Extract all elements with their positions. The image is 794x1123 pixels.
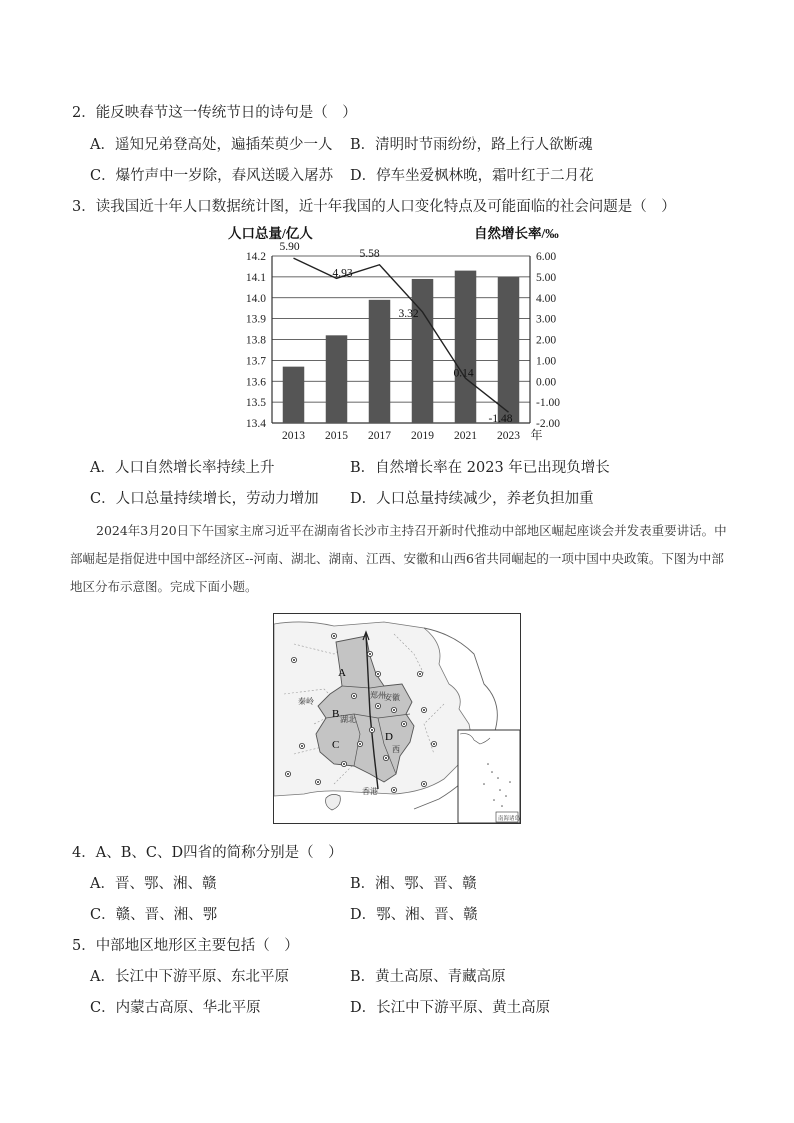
chart-left-tick-label: 13.8	[245, 334, 266, 347]
map-city-dot	[317, 781, 319, 783]
chart-left-tick-label: 13.9	[245, 313, 266, 326]
map-city-dot	[371, 729, 373, 731]
central-china-map	[273, 613, 521, 824]
map-city-dot	[353, 695, 355, 697]
map-inset-label: 南海诸岛	[498, 816, 521, 822]
map-city-dot	[359, 743, 361, 745]
map-city-dot	[293, 659, 295, 661]
chart-right-tick-label: 2.00	[536, 334, 557, 347]
map-city-dot	[333, 635, 335, 637]
map-letter-d: D	[385, 731, 393, 743]
chart-left-tick-label: 14.1	[245, 271, 266, 284]
map-letter-b: B	[332, 708, 340, 720]
population-chart	[220, 222, 570, 444]
map-city-dot	[301, 745, 303, 747]
map-label-xi: 西	[392, 745, 400, 754]
chart-x-tick-label: 2015	[325, 430, 348, 442]
chart-left-axis-title: 人口总量/亿人	[228, 226, 313, 241]
chart-right-tick-label: 3.00	[536, 313, 557, 326]
question-4-option-b[interactable]: B．湘、鄂、晋、赣	[350, 876, 477, 892]
chart-x-tick-label: 2017	[368, 430, 391, 442]
chart-growth-line	[293, 258, 508, 412]
question-2-stem: 2．能反映春节这一传统节日的诗句是（ ）	[72, 105, 357, 121]
map-label-qinling: 秦岭	[298, 697, 314, 706]
question-5-stem: 5．中部地区地形区主要包括（ ）	[72, 938, 299, 954]
chart-x-tick-label: 2021	[454, 430, 477, 442]
map-city-dot	[403, 723, 405, 725]
chart-x-tick-label: 2013	[282, 430, 305, 442]
chart-data-label: 3.32	[398, 307, 419, 320]
question-2-option-c[interactable]: C．爆竹声中一岁除，春风送暖入屠苏	[90, 168, 334, 184]
question-3-stem: 3．读我国近十年人口数据统计图，近十年我国的人口变化特点及可能面临的社会问题是（ ）	[72, 199, 676, 215]
map-city-dot	[369, 653, 371, 655]
chart-x-tick-label: 2019	[411, 430, 434, 442]
map-city-dot	[393, 789, 395, 791]
chart-bar-2013	[283, 367, 305, 423]
reading-passage	[70, 517, 730, 601]
question-3-option-c[interactable]: C．人口总量持续增长，劳动力增加	[90, 491, 319, 507]
question-2-option-b[interactable]: B．清明时节雨纷纷，路上行人欲断魂	[350, 137, 593, 153]
chart-left-tick-label: 13.7	[245, 355, 266, 368]
map-city-dot	[287, 773, 289, 775]
chart-bar-2019	[412, 279, 434, 423]
map-inset-frame	[458, 730, 520, 823]
chart-right-tick-label: 5.00	[536, 271, 557, 284]
map-letter-c: C	[332, 739, 340, 751]
chart-data-label: 0.14	[453, 367, 474, 380]
question-2-option-a[interactable]: A．遥知兄弟登高处，遍插茱萸少一人	[90, 137, 333, 153]
map-city-dot	[377, 673, 379, 675]
map-city-dot	[419, 673, 421, 675]
map-city-dot	[423, 709, 425, 711]
question-3-option-b[interactable]: B．自然增长率在 2023 年已出现负增长	[350, 460, 610, 476]
map-label-zhengzhou: 郑州	[370, 691, 386, 700]
question-3-option-a[interactable]: A．人口自然增长率持续上升	[90, 460, 275, 476]
chart-data-label: 5.90	[279, 241, 300, 254]
chart-right-tick-label: 0.00	[536, 376, 557, 389]
question-2-option-d[interactable]: D．停车坐爱枫林晚，霜叶红于二月花	[350, 168, 594, 184]
chart-right-tick-label: 6.00	[536, 251, 557, 263]
map-label-anhui: 安徽	[384, 693, 400, 702]
question-5-option-d[interactable]: D．长江中下游平原、黄土高原	[350, 1000, 551, 1016]
question-4-option-a[interactable]: A．晋、鄂、湘、赣	[90, 876, 217, 892]
map-letter-a: A	[338, 667, 346, 679]
map-city-dot	[423, 783, 425, 785]
map-hainan	[326, 794, 341, 810]
question-4-option-d[interactable]: D．鄂、湘、晋、赣	[350, 907, 478, 923]
map-city-dot	[377, 705, 379, 707]
chart-bars	[283, 271, 520, 426]
chart-bar-2015	[326, 335, 348, 423]
chart-bar-2023	[498, 277, 520, 423]
question-4-option-c[interactable]: C．赣、晋、湘、鄂	[90, 907, 218, 923]
map-city-dot	[433, 743, 435, 745]
passage-text: 2024年3月20日下午国家主席习近平在湖南省长沙市主持召开新时代推动中部地区崛起座谈会并发表重要讲话。中部崛起是指促进中国中部经济区--河南、湖北、湖南、江西、安徽和山西6省共同崛起的一项中国中央政策。下图为中部地区分布示意图。完成下面小题。	[70, 523, 727, 594]
map-svg	[274, 614, 521, 824]
question-5-option-c[interactable]: C．内蒙古高原、华北平原	[90, 1000, 261, 1016]
question-3-option-d[interactable]: D．人口总量持续减少，养老负担加重	[350, 491, 594, 507]
chart-right-axis-title: 自然增长率/‰	[474, 226, 559, 241]
chart-bar-2021	[455, 271, 477, 423]
chart-bar-2017	[369, 300, 391, 423]
chart-data-label: 5.58	[359, 247, 380, 260]
chart-left-tick-label: 14.2	[245, 251, 266, 263]
map-city-dot	[393, 709, 395, 711]
chart-left-tick-label: 13.4	[245, 418, 266, 430]
chart-right-tick-label: 4.00	[536, 292, 557, 305]
map-city-dot	[343, 763, 345, 765]
chart-x-tick-label: 2023	[497, 430, 520, 442]
chart-right-tick-label: -1.00	[536, 397, 560, 410]
chart-data-label: 4.93	[332, 267, 353, 280]
chart-right-tick-label: 1.00	[536, 355, 557, 368]
chart-left-tick-label: 13.5	[245, 397, 266, 410]
chart-data-label: -1.48	[488, 413, 513, 426]
question-5-option-a[interactable]: A．长江中下游平原、东北平原	[90, 969, 289, 985]
question-4-stem: 4．A、B、C、D四省的简称分别是（ ）	[72, 845, 343, 861]
chart-left-tick-label: 14.0	[245, 292, 266, 305]
map-label-hongkong: 香港	[362, 787, 378, 796]
map-label-hubei: 湖北	[340, 715, 356, 724]
chart-left-tick-label: 13.6	[245, 376, 266, 389]
chart-right-tick-label: -2.00	[536, 418, 560, 430]
question-5-option-b[interactable]: B．黄土高原、青藏高原	[350, 969, 506, 985]
map-city-dot	[385, 757, 387, 759]
chart-x-suffix: 年	[530, 428, 543, 442]
